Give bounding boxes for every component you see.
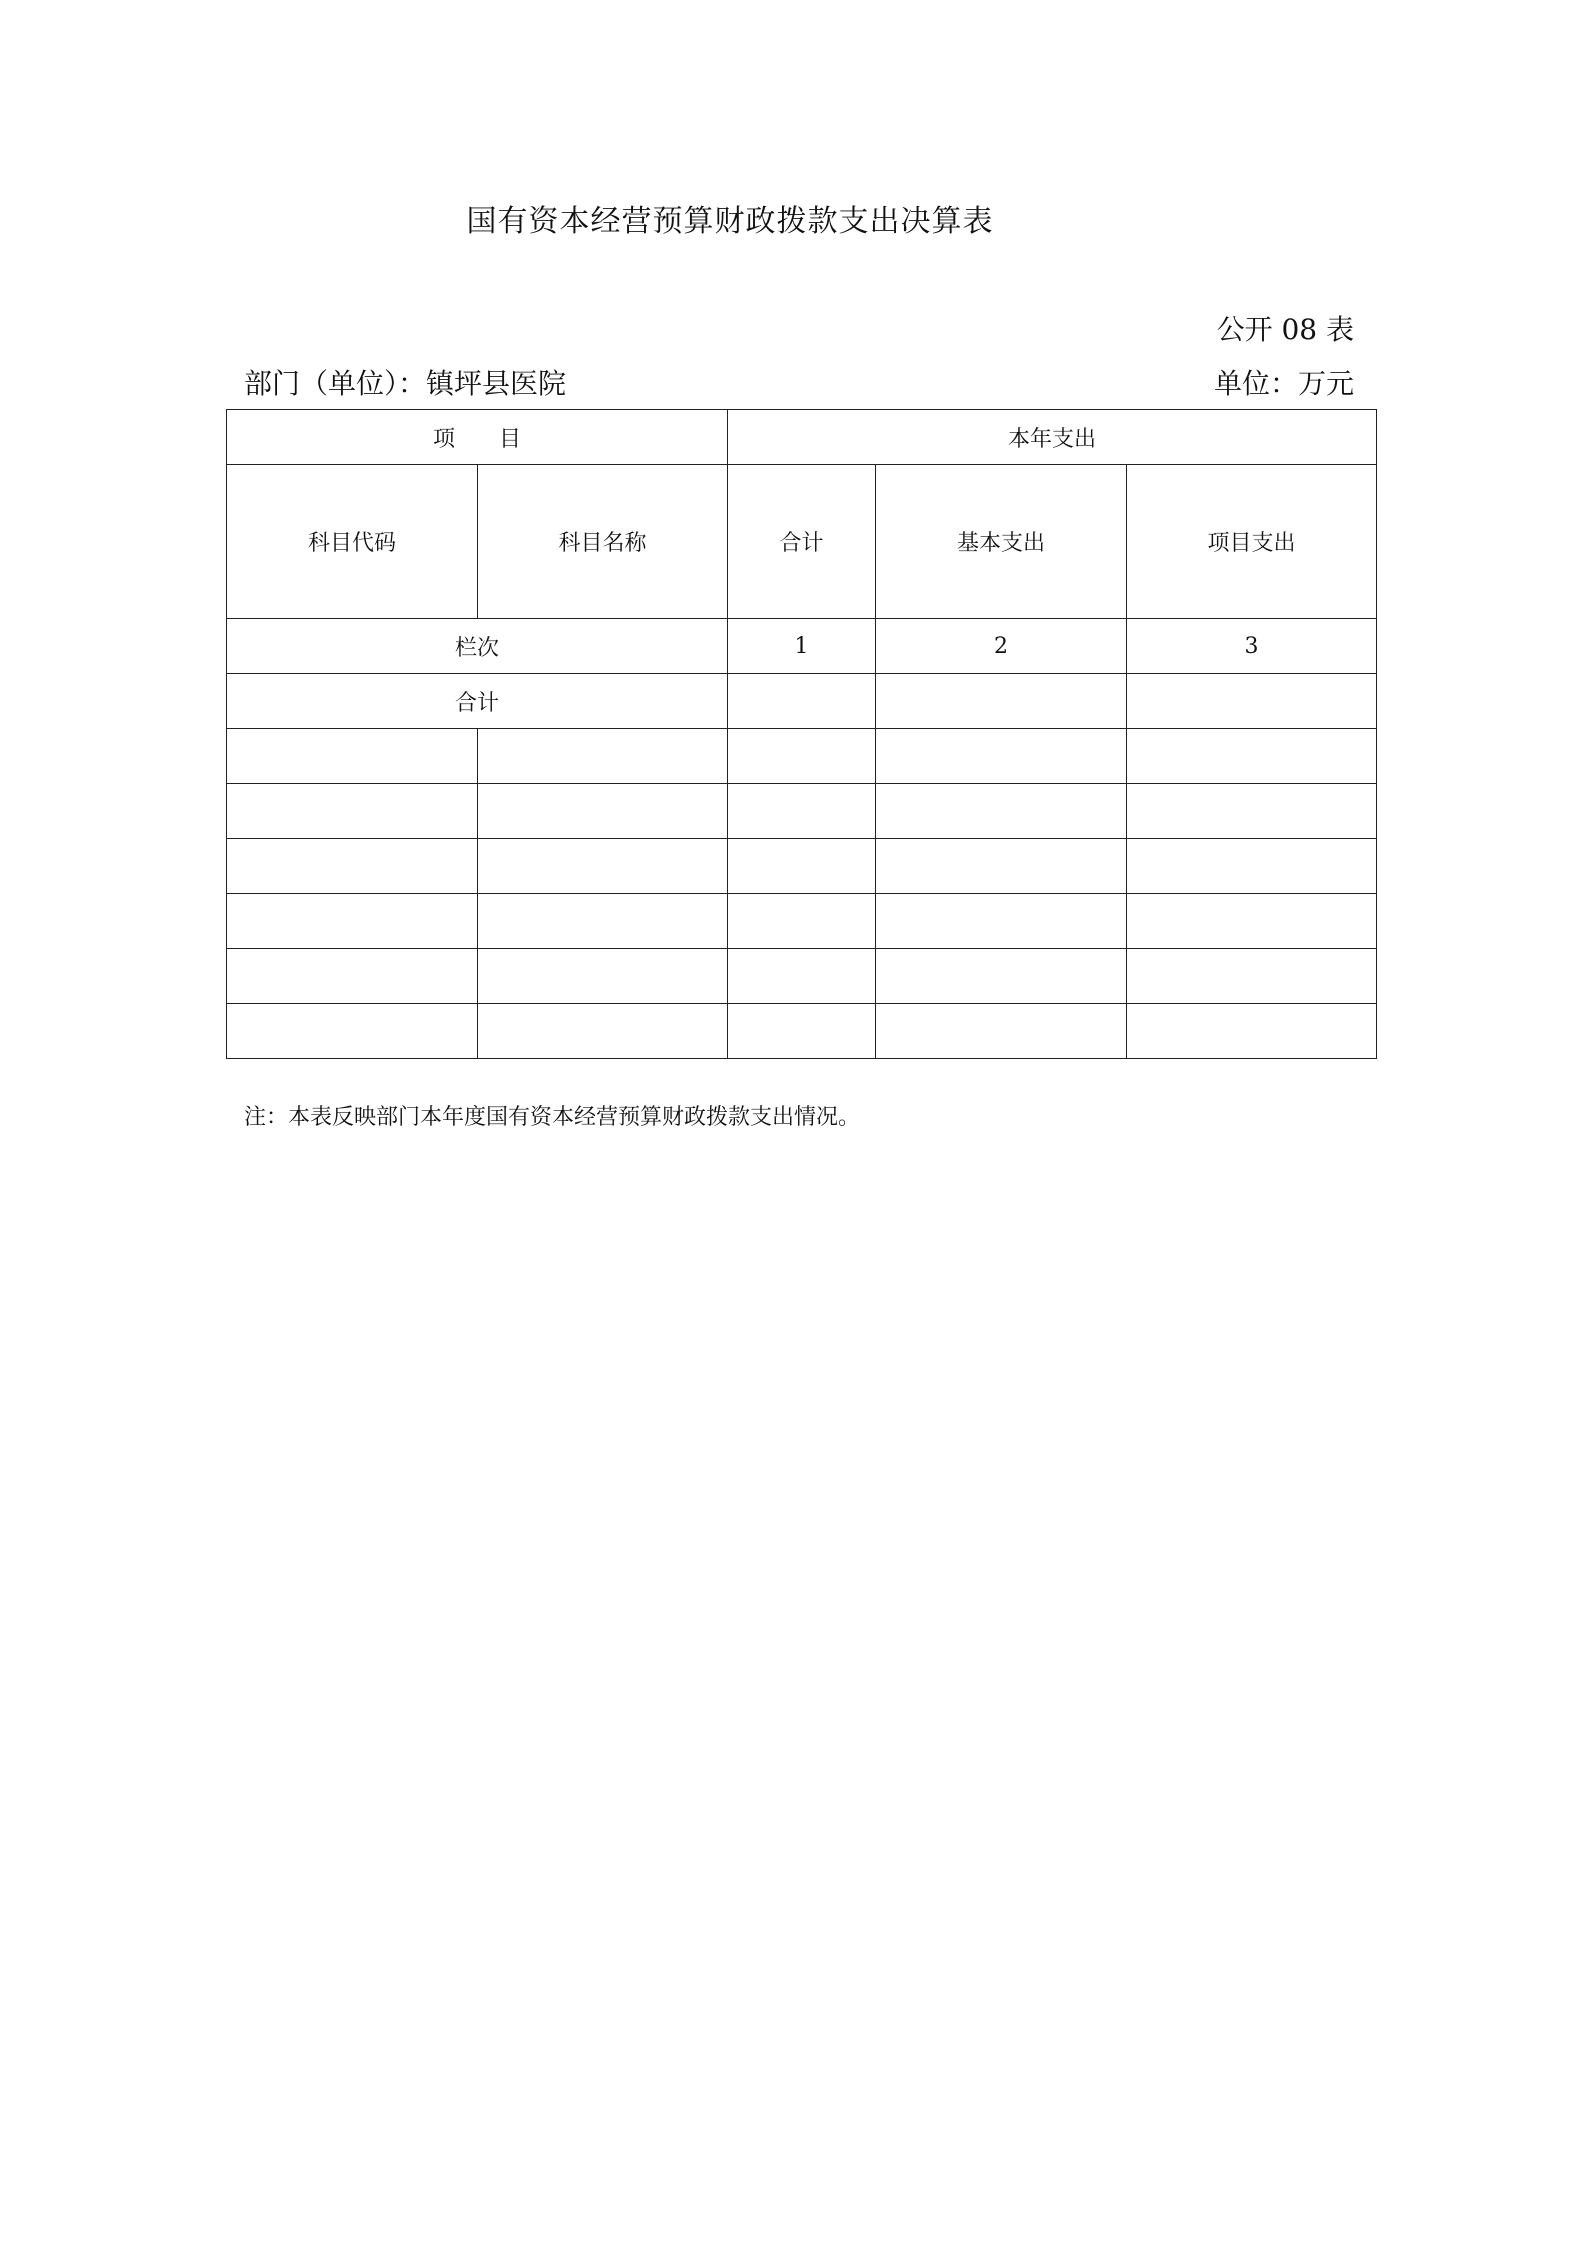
table-cell [1127,1004,1377,1059]
table-cell [227,949,478,1004]
header-row-2 [227,465,1377,619]
table-row [227,1004,1377,1059]
table-row [227,729,1377,784]
table-row [227,949,1377,1004]
table-note: 注：本表反映部门本年度国有资本经营预算财政拨款支出情况。 [244,1105,861,1130]
report-title: 国有资本经营预算财政拨款支出决算表 [466,204,994,239]
table-row [227,894,1377,949]
table-cell [728,839,876,894]
table-cell [478,1004,728,1059]
index-2-cell: 2 [876,619,1127,674]
col-code-header: 科目代码 [227,465,478,619]
table-cell [876,839,1127,894]
table-cell [478,949,728,1004]
table-cell [478,839,728,894]
table-cell [1127,894,1377,949]
index-row [227,619,1377,674]
total-sum-cell [728,674,876,729]
table-cell [728,894,876,949]
total-label-cell: 合计 [227,674,728,729]
table-cell [227,839,478,894]
header-current-year-cell: 本年支出 [728,410,1377,465]
table-cell [876,949,1127,1004]
table-cell [227,894,478,949]
table-cell [1127,784,1377,839]
table-cell [227,1004,478,1059]
total-row [227,674,1377,729]
table-cell [728,784,876,839]
table-cell [876,1004,1127,1059]
index-1-cell: 1 [728,619,876,674]
index-label-cell: 栏次 [227,619,728,674]
table-cell [1127,729,1377,784]
col-name-header: 科目名称 [478,465,728,619]
index-3-cell: 3 [1127,619,1377,674]
table-cell [876,729,1127,784]
table-cell [728,949,876,1004]
table-cell [478,729,728,784]
table-cell [876,894,1127,949]
table-cell [728,729,876,784]
col-basic-header: 基本支出 [876,465,1127,619]
header-item-cell: 项 目 [227,410,728,465]
table-cell [728,1004,876,1059]
table-row [227,839,1377,894]
header-row-1 [227,410,1377,465]
total-basic-cell [876,674,1127,729]
unit-label: 单位：万元 [1213,367,1354,400]
table-cell [227,729,478,784]
table-cell [1127,949,1377,1004]
table-row [227,784,1377,839]
expenditure-table [226,409,1377,1059]
department-label: 部门（单位）：镇坪县医院 [244,367,567,400]
table-cell [478,784,728,839]
form-number: 公开 08 表 [1216,313,1354,346]
table-cell [227,784,478,839]
col-project-header: 项目支出 [1127,465,1377,619]
table-cell [478,894,728,949]
table-cell [876,784,1127,839]
table-cell [1127,839,1377,894]
col-total-header: 合计 [728,465,876,619]
total-project-cell [1127,674,1377,729]
